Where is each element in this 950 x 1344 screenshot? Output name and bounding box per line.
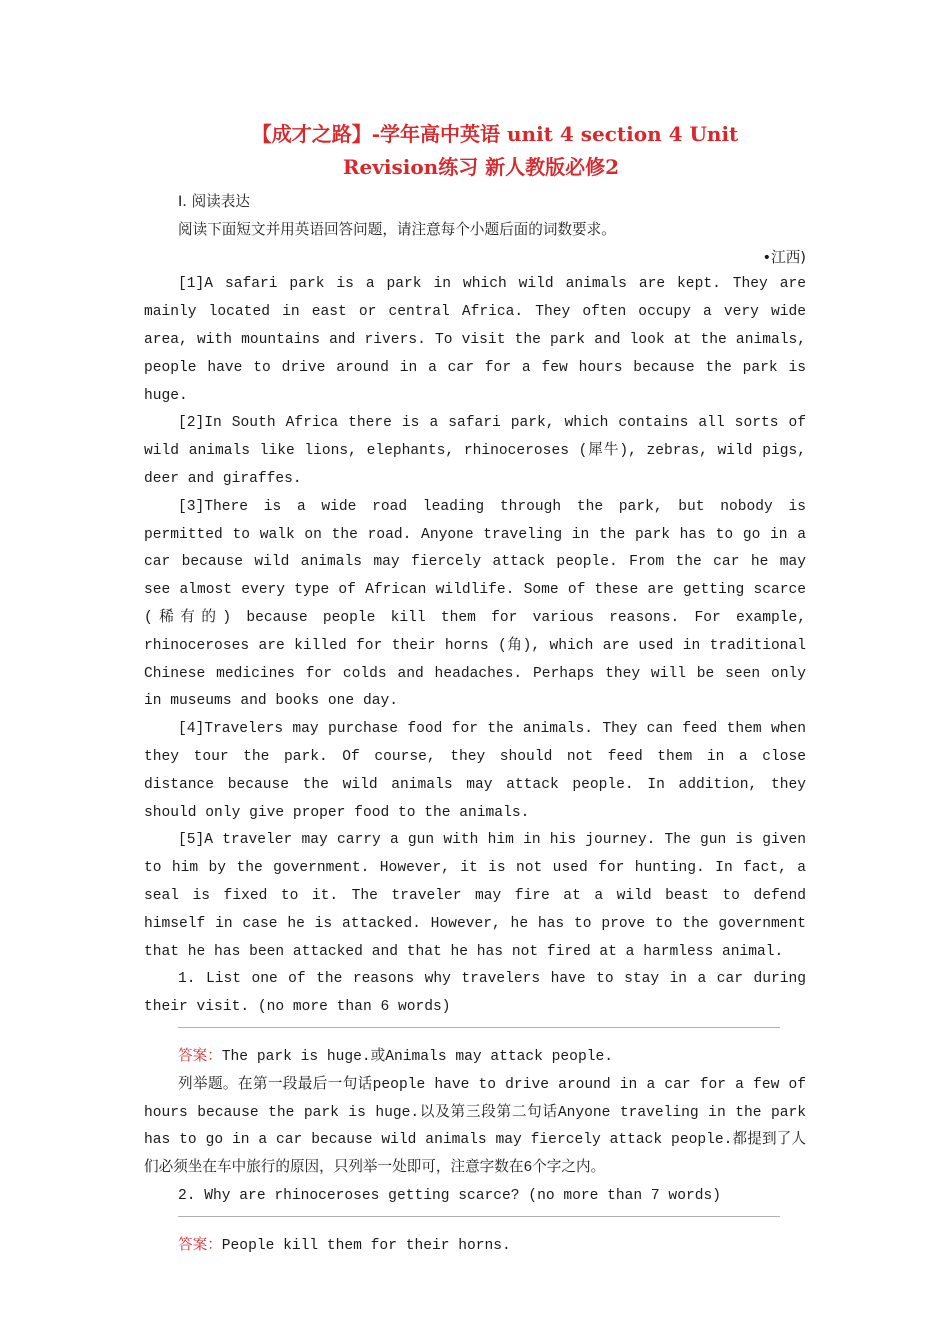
answer-2 [144,1231,806,1261]
passage-paragraph-1: [1]A safari park is a park in which wild animals are kept. They are mainly located in east or central Africa. They often occupy a very wide area, with mountains and rivers. To visit the park and look at the animals, people have to drive around in a car for a few hours because the park is huge. [144,276,806,404]
answer-1 [144,1042,806,1072]
document-title [144,118,806,184]
document-page [144,118,806,1260]
title-line-1: 【成才之路】-学年高中英语 unit 4 section 4 Unit [251,122,739,146]
answer-label: 答案： [178,1235,222,1253]
question-2: 2. Why are rhinoceroses getting scarce? (no more than 7 words) [178,1187,721,1204]
explanation-1: 列举题。在第一段最后一句话people have to drive around in a car for a few of hours because the park is huge.以及第三段第二句话Anyone traveling in the park has to go in a car because wild animals may fiercely attack people.都提到了人们必须坐在车中旅行的原因，只列举一处即可，注意字数在6个字之内。 [144,1076,806,1177]
passage-paragraph-4: [4]Travelers may purchase food for the animals. They can feed them when they tour the park. Of course, they should not feed them in a close distance because the wild animals may attack people. In addition, they should only give proper food to the animals. [144,721,806,821]
section-instruction: 阅读下面短文并用英语回答问题，请注意每个小题后面的词数要求。 [178,220,616,238]
passage-source: •江西) [762,248,806,266]
answer-divider [178,1216,780,1217]
answer-text: People kill them for their horns. [221,1237,511,1254]
passage-paragraph-2: [2]In South Africa there is a safari park, which contains all sorts of wild animals like lions, elephants, rhinoceroses (犀牛), zebras, wild pigs, deer and giraffes. [144,415,806,487]
question-1: 1. List one of the reasons why travelers have to stay in a car during their visit. (no more than 6 words) [144,971,806,1016]
section-heading: Ⅰ. 阅读表达 [178,193,250,210]
answer-label: 答案： [178,1046,222,1064]
answer-divider [178,1027,780,1028]
title-line-2: Revision练习 新人教版必修2 [342,155,620,179]
passage-paragraph-3: [3]There is a wide road leading through the park, but nobody is permitted to walk on the road. Anyone traveling in the park has to go in a car because wild animals may fiercely attack people. From the car he may see almost every type of African wildlife. Some of these are getting scarce (稀有的) because people kill them for various reasons. For example, rhinoceroses are killed for their horns (角), which are used in traditional Chinese medicines for colds and headaches. Perhaps they will be seen only in museums and books one day. [144,498,806,710]
passage-paragraph-5: [5]A traveler may carry a gun with him in his journey. The gun is given to him by the government. However, it is not used for hunting. In fact, a seal is fixed to it. The traveler may fire at a wild beast to defend himself in case he is attacked. However, he has to prove to the government that he has been attacked and that he has not fired at a harmless animal. [144,832,806,960]
answer-text: The park is huge.或Animals may attack people. [221,1048,613,1065]
